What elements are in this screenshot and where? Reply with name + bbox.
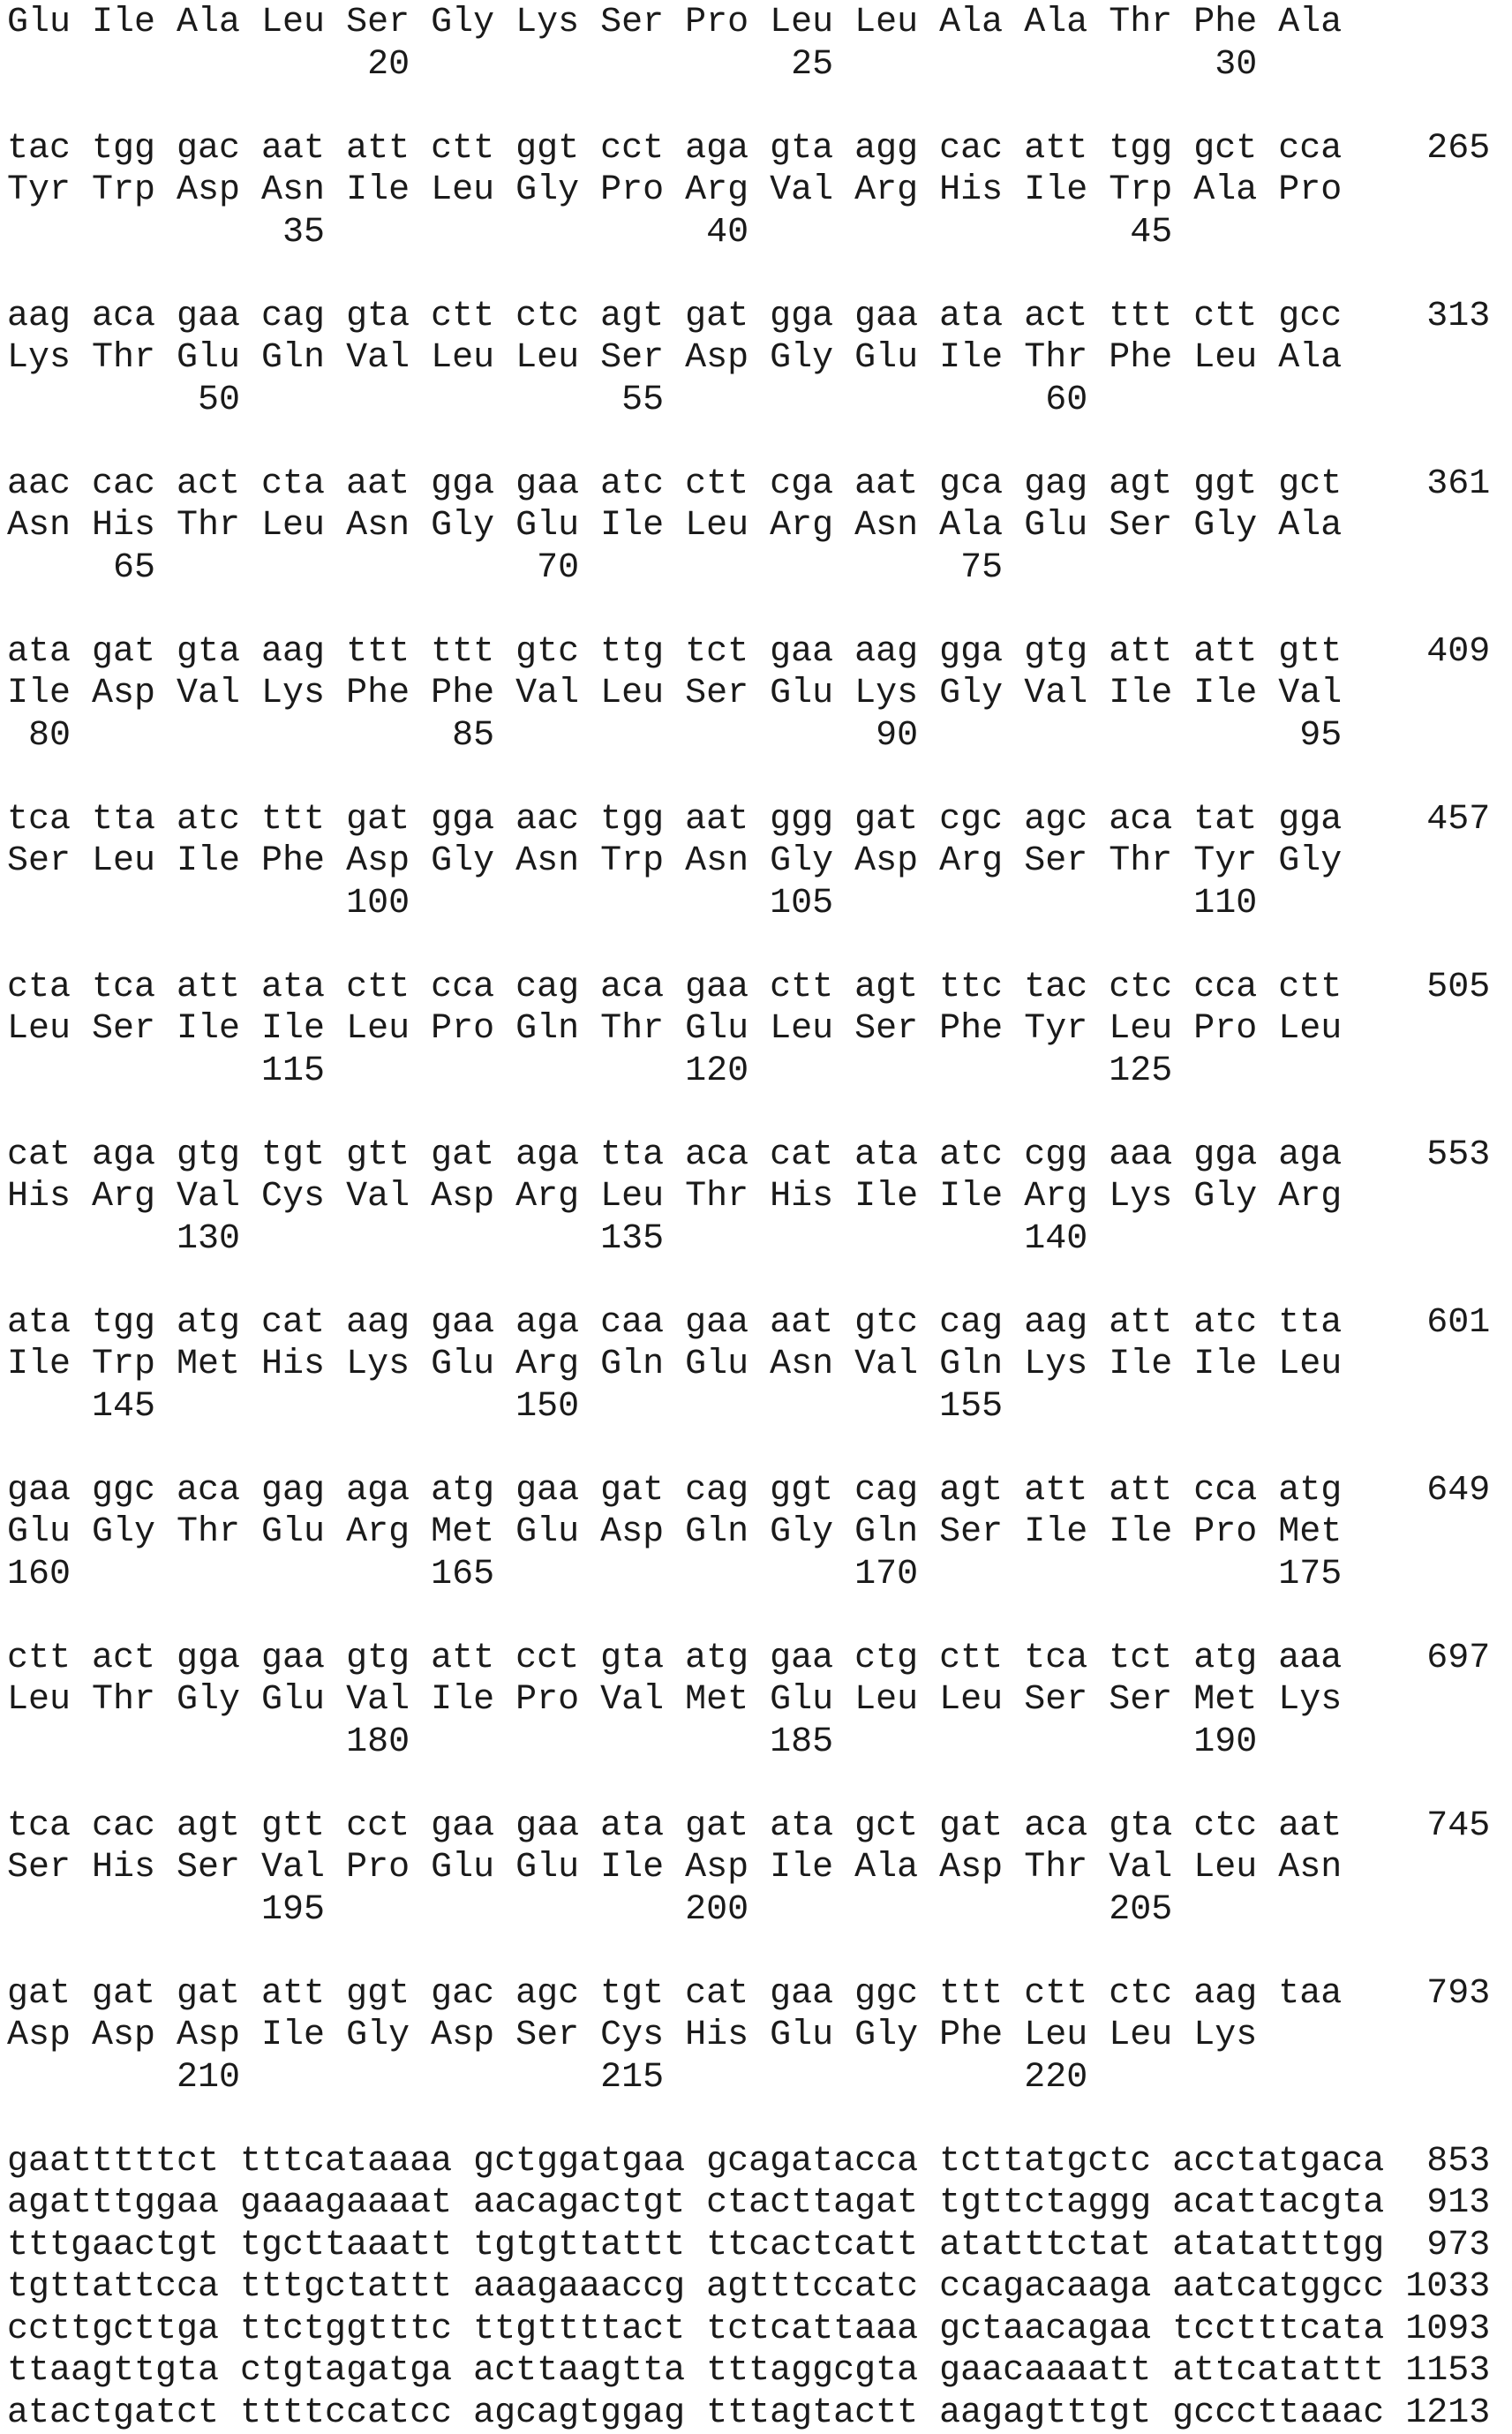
codon-line: tca tta atc ttt gat gga aac tgg aat ggg gat cgc agc aca tat gga 457 bbox=[7, 799, 1512, 841]
residue-number-line: 20 25 30 bbox=[7, 44, 1512, 87]
spacer-line bbox=[7, 1931, 1512, 1973]
codon-line: tac tgg gac aat att ctt ggt cct aga gta agg cac att tgg gct cca 265 bbox=[7, 128, 1512, 170]
spacer-line bbox=[7, 86, 1512, 128]
spacer-line bbox=[7, 757, 1512, 799]
residue-number-line: 195 200 205 bbox=[7, 1889, 1512, 1932]
spacer-line bbox=[7, 421, 1512, 463]
residue-number-line: 160 165 170 175 bbox=[7, 1554, 1512, 1596]
spacer-line bbox=[7, 589, 1512, 631]
spacer-line bbox=[7, 924, 1512, 967]
amino-acid-line: His Arg Val Cys Val Asp Arg Leu Thr His Ile Ile Arg Lys Gly Arg bbox=[7, 1176, 1512, 1218]
residue-number-line: 80 85 90 95 bbox=[7, 715, 1512, 757]
residue-number-line: 180 185 190 bbox=[7, 1722, 1512, 1764]
amino-acid-line: Glu Gly Thr Glu Arg Met Glu Asp Gln Gly Gln Ser Ile Ile Pro Met bbox=[7, 1511, 1512, 1554]
amino-acid-line: Ser Leu Ile Phe Asp Gly Asn Trp Asn Gly Asp Arg Ser Thr Tyr Gly bbox=[7, 840, 1512, 883]
residue-number-line: 145 150 155 bbox=[7, 1386, 1512, 1428]
codon-line: ctt act gga gaa gtg att cct gta atg gaa ctg ctt tca tct atg aaa 697 bbox=[7, 1638, 1512, 1680]
amino-acid-line: Asp Asp Asp Ile Gly Asp Ser Cys His Glu Gly Phe Leu Leu Lys bbox=[7, 2015, 1512, 2057]
codon-line: tca cac agt gtt cct gaa gaa ata gat ata gct gat aca gta ctc aat 745 bbox=[7, 1805, 1512, 1848]
amino-acid-line: Ile Asp Val Lys Phe Phe Val Leu Ser Glu Lys Gly Val Ile Ile Val bbox=[7, 673, 1512, 715]
residue-number-line: 65 70 75 bbox=[7, 547, 1512, 590]
nucleotide-line: ccttgcttga ttctggtttc ttgttttact tctcattaaa gctaacagaa tcctttcata 1093 bbox=[7, 2309, 1512, 2351]
amino-acid-line: Tyr Trp Asp Asn Ile Leu Gly Pro Arg Val Arg His Ile Trp Ala Pro bbox=[7, 170, 1512, 212]
spacer-line bbox=[7, 1763, 1512, 1805]
amino-acid-line: Leu Ser Ile Ile Leu Pro Gln Thr Glu Leu Ser Phe Tyr Leu Pro Leu bbox=[7, 1008, 1512, 1051]
nucleotide-line: agatttggaa gaaagaaaat aacagactgt ctacttagat tgttctaggg acattacgta 913 bbox=[7, 2182, 1512, 2225]
amino-acid-line: Ile Trp Met His Lys Glu Arg Gln Glu Asn Val Gln Lys Ile Ile Leu bbox=[7, 1344, 1512, 1386]
residue-number-line: 115 120 125 bbox=[7, 1051, 1512, 1093]
amino-acid-line: Leu Thr Gly Glu Val Ile Pro Val Met Glu Leu Leu Ser Ser Met Lys bbox=[7, 1679, 1512, 1722]
spacer-line bbox=[7, 1260, 1512, 1302]
codon-line: ata tgg atg cat aag gaa aga caa gaa aat gtc cag aag att atc tta 601 bbox=[7, 1302, 1512, 1345]
codon-line: gaa ggc aca gag aga atg gaa gat cag ggt cag agt att att cca atg 649 bbox=[7, 1470, 1512, 1512]
nucleotide-line: tgttattcca tttgctattt aaagaaaccg agtttccatc ccagacaaga aatcatggcc 1033 bbox=[7, 2266, 1512, 2309]
codon-line: gat gat gat att ggt gac agc tgt cat gaa ggc ttt ctt ctc aag taa 793 bbox=[7, 1973, 1512, 2016]
spacer-line bbox=[7, 1428, 1512, 1470]
spacer-line bbox=[7, 1092, 1512, 1134]
amino-acid-line: Ser His Ser Val Pro Glu Glu Ile Asp Ile Ala Asp Thr Val Leu Asn bbox=[7, 1847, 1512, 1889]
codon-line: aag aca gaa cag gta ctt ctc agt gat gga gaa ata act ttt ctt gcc 313 bbox=[7, 296, 1512, 338]
nucleotide-line: tttgaactgt tgcttaaatt tgtgttattt ttcactcatt atatttctat atatatttgg 973 bbox=[7, 2225, 1512, 2267]
nucleotide-line: atactgatct ttttccatcc agcagtggag tttagtactt aagagtttgt gcccttaaac 1213 bbox=[7, 2393, 1512, 2434]
residue-number-line: 130 135 140 bbox=[7, 1218, 1512, 1261]
amino-acid-line: Asn His Thr Leu Asn Gly Glu Ile Leu Arg Asn Ala Glu Ser Gly Ala bbox=[7, 505, 1512, 547]
codon-line: ata gat gta aag ttt ttt gtc ttg tct gaa aag gga gtg att att gtt 409 bbox=[7, 631, 1512, 674]
residue-number-line: 210 215 220 bbox=[7, 2057, 1512, 2099]
residue-number-line: 100 105 110 bbox=[7, 883, 1512, 925]
spacer-line bbox=[7, 1595, 1512, 1638]
amino-acid-line: Glu Ile Ala Leu Ser Gly Lys Ser Pro Leu Leu Ala Ala Thr Phe Ala bbox=[7, 2, 1512, 44]
nucleotide-line: ttaagttgta ctgtagatga acttaagtta tttaggcgta gaacaaaatt attcatattt 1153 bbox=[7, 2350, 1512, 2393]
codon-line: aac cac act cta aat gga gaa atc ctt cga aat gca gag agt ggt gct 361 bbox=[7, 463, 1512, 506]
codon-line: cat aga gtg tgt gtt gat aga tta aca cat ata atc cgg aaa gga aga 553 bbox=[7, 1134, 1512, 1177]
amino-acid-line: Lys Thr Glu Gln Val Leu Leu Ser Asp Gly Glu Ile Thr Phe Leu Ala bbox=[7, 337, 1512, 380]
nucleotide-line: gaatttttct tttcataaaa gctggatgaa gcagatacca tcttatgctc acctatgaca 853 bbox=[7, 2141, 1512, 2183]
codon-line: cta tca att ata ctt cca cag aca gaa ctt agt ttc tac ctc cca ctt 505 bbox=[7, 967, 1512, 1009]
residue-number-line: 50 55 60 bbox=[7, 380, 1512, 422]
residue-number-line: 35 40 45 bbox=[7, 212, 1512, 254]
spacer-line bbox=[7, 253, 1512, 296]
spacer-line bbox=[7, 2099, 1512, 2141]
